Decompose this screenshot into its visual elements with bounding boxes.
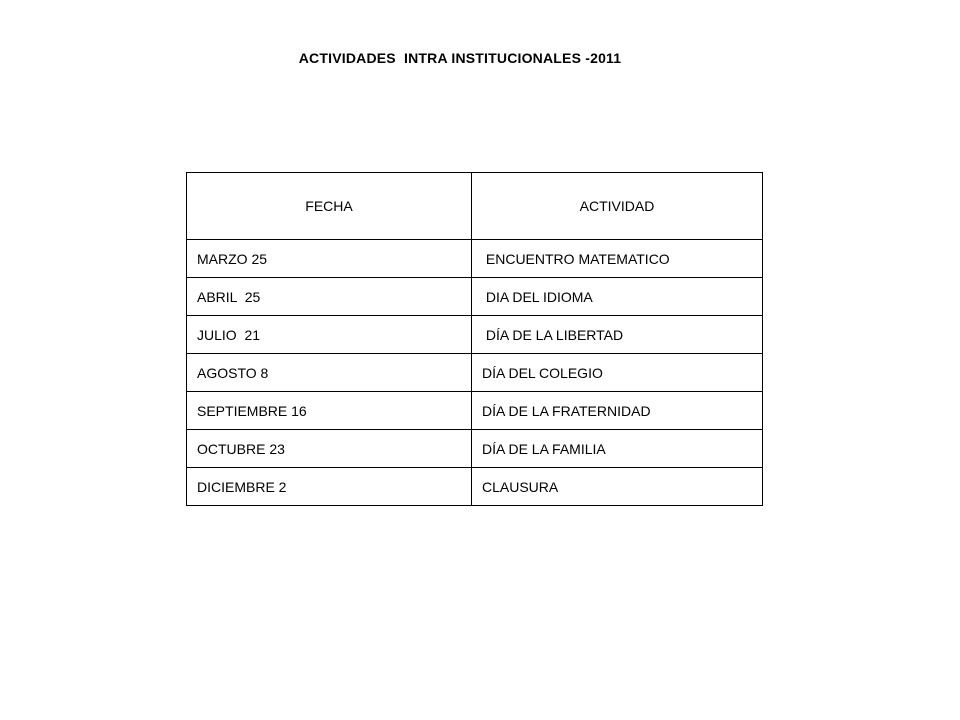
table-row (187, 240, 763, 278)
column-header-actividad: ACTIVIDAD (472, 173, 763, 240)
table-row (187, 392, 763, 430)
cell-actividad: DIA DEL IDIOMA (472, 278, 763, 316)
cell-actividad: CLAUSURA (472, 468, 763, 506)
cell-actividad: DÍA DE LA LIBERTAD (472, 316, 763, 354)
table-row (187, 430, 763, 468)
cell-actividad: DÍA DE LA FRATERNIDAD (472, 392, 763, 430)
page-title: ACTIVIDADES INTRA INSTITUCIONALES -2011 (298, 50, 622, 66)
table-row (187, 278, 763, 316)
cell-fecha: JULIO 21 (187, 316, 472, 354)
activities-table (186, 172, 763, 506)
cell-actividad: DÍA DEL COLEGIO (472, 354, 763, 392)
cell-fecha: ABRIL 25 (187, 278, 472, 316)
cell-fecha: DICIEMBRE 2 (187, 468, 472, 506)
table-header-row (187, 173, 763, 240)
table-row (187, 468, 763, 506)
cell-actividad: ENCUENTRO MATEMATICO (472, 240, 763, 278)
table-row (187, 354, 763, 392)
cell-fecha: SEPTIEMBRE 16 (187, 392, 472, 430)
cell-actividad: DÍA DE LA FAMILIA (472, 430, 763, 468)
cell-fecha: AGOSTO 8 (187, 354, 472, 392)
cell-fecha: OCTUBRE 23 (187, 430, 472, 468)
table-row (187, 316, 763, 354)
column-header-fecha: FECHA (187, 173, 472, 240)
cell-fecha: MARZO 25 (187, 240, 472, 278)
